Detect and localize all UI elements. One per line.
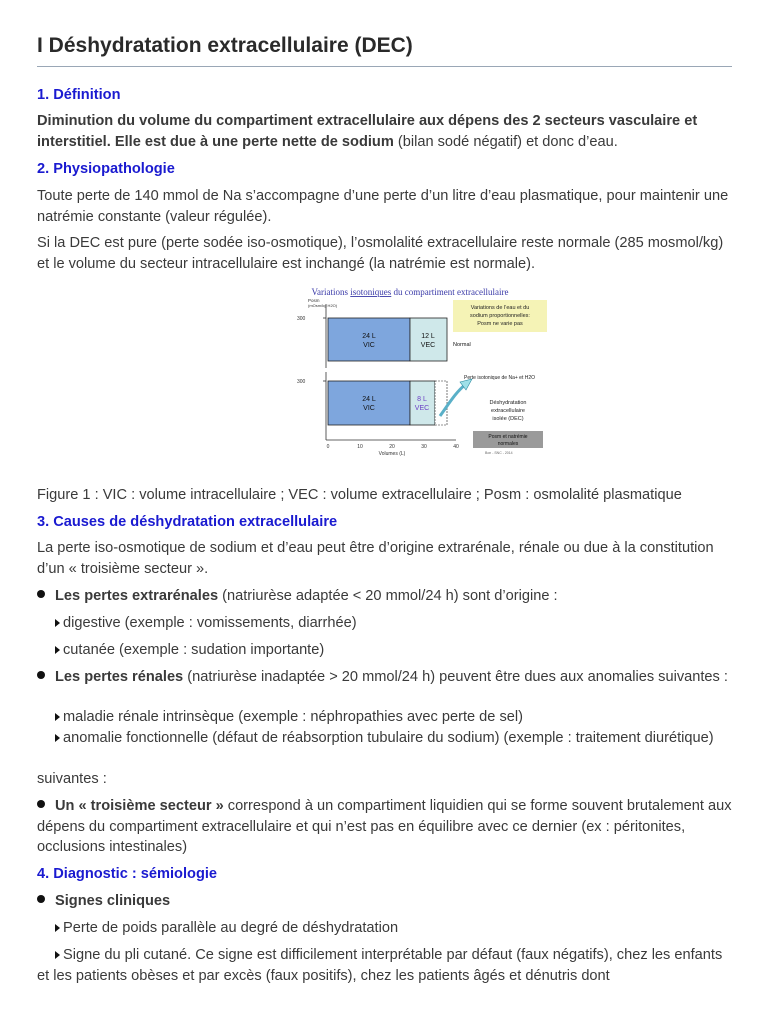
renal-item-fonctionnelle [37, 728, 737, 749]
extrarenal-item-digestive [55, 613, 755, 634]
renal-item-fonctionnelle-text: anomalie fonctionnelle (défaut de réabsorption tubulaire du sodium) (exemple : traitement diurétique) [63, 730, 714, 746]
bullet-extrarenal [37, 590, 45, 598]
arrow-bullet-icon [55, 734, 60, 742]
figure-title: Variations isotoniques du compartiment extracellulaire [311, 287, 509, 297]
bottom-vec-box [410, 381, 435, 425]
y-tick-top: 300 [297, 316, 306, 322]
bottom-vic-box [328, 381, 410, 425]
renal-item-intrinseque-text: maladie rénale intrinsèque (exemple : néphropathies avec perte de sel) [63, 709, 523, 725]
top-vec-label: VEC [420, 342, 436, 349]
signes-item-poids-text: Perte de poids parallèle au degré de déshydratation [63, 920, 399, 936]
y-axis-label-1: Posm [308, 298, 320, 303]
renal-bold: Les pertes rénales [55, 669, 184, 685]
bottom-vec-label: VEC [414, 405, 430, 412]
causes-intro: La perte iso-osmotique de sodium et d’eau peut être d’origine extrarénale, rénale ou due à la constitution d’un « troisième secteur ». [37, 540, 714, 577]
extrarenal-text: (natriurèse adaptée < 20 mmol/24 h) sont d’origine : [218, 588, 558, 604]
note-line-3: Posm ne varie pas [477, 321, 523, 327]
y-tick-bottom: 300 [297, 379, 306, 385]
arrow-bullet-icon [55, 924, 60, 932]
renal-text: (natriurèse inadaptée > 20 mmol/24 h) peuvent être dues aux anomalies suivantes : [183, 669, 728, 685]
extrarenal-item-cutanee-text: cutanée (exemple : sudation importante) [63, 642, 325, 658]
x-tick-20: 20 [389, 444, 395, 450]
section-heading-causes: 3. Causes de déshydratation extracellulaire [37, 514, 338, 530]
note-line-1: Variations de l’eau et du [470, 305, 530, 311]
signes-item-poids [55, 918, 755, 939]
signes-item-pli-cutane [37, 945, 737, 986]
section-heading-physiopathologie: 2. Physiopathologie [37, 161, 175, 177]
arrow-bullet-icon [55, 619, 60, 627]
x-tick-0: 0 [326, 444, 330, 450]
perte-label: Perte isotonique de Na+ et H2O [464, 375, 536, 381]
physio-paragraph-2: Si la DEC est pure (perte sodée iso-osmotique), l’osmolalité extracellulaire reste normale (285 mosmol/kg) et le volume du secteur intracellulaire est inchangé (la natrémie est normale). [37, 235, 724, 272]
troisieme-secteur-text: correspond à un compartiment liquidien qui se forme souvent brutalement aux dépens du compartiment extracellulaire et qui n’est pas en équilibre avec ce dernier (ex : péritonites, occlusions intestinales) [37, 798, 732, 855]
dec-line-3: isolée (DEC) [492, 416, 524, 422]
x-tick-30: 30 [421, 444, 427, 450]
definition-normal-text: (bilan sodé négatif) et donc d’eau. [393, 133, 618, 150]
renal-line [37, 667, 737, 688]
extrarenal-bold: Les pertes extrarénales [55, 588, 219, 604]
dec-line-2: extracellulaire [491, 408, 525, 414]
renal-item-intrinseque [55, 707, 755, 728]
lost-volume-box [435, 381, 447, 425]
extrarenal-item-cutanee [55, 640, 755, 661]
dec-line-1: Déshydratation [489, 400, 527, 406]
extrarenal-line [55, 586, 737, 607]
x-tick-40: 40 [453, 444, 459, 450]
definition-bold-text: Diminution du volume du compartiment extracellulaire aux dépens des 2 secteurs vasculaire et interstitiel. Elle est due à une perte nette de sodium [37, 113, 698, 150]
arrow-bullet-icon [55, 713, 60, 721]
troisieme-secteur-bold: Un « troisième secteur » [55, 798, 224, 814]
bottom-vic-volume: 24 L [362, 396, 376, 403]
signes-cliniques-heading: Signes cliniques [55, 893, 171, 909]
x-tick-10: 10 [357, 444, 363, 450]
y-axis-label-2: (mOsm/kg H2O) [308, 303, 338, 308]
bottom-vic-label: VIC [363, 405, 375, 412]
section-heading-diagnostic: 4. Diagnostic : sémiologie [37, 866, 218, 882]
x-axis-label: Volumes (L) [378, 451, 406, 456]
bullet-signes-cliniques [37, 895, 45, 903]
top-vic-volume: 24 L [362, 333, 376, 340]
top-vec-volume: 12 L [421, 333, 435, 340]
signes-item-pli-cutane-text: Signe du pli cutané. Ce signe est difficilement interprétable par défaut (faux négatifs), chez les enfants et les patients obèses et par excès (faux positifs), chez les patients âgés et dénutris dont [37, 947, 723, 984]
figure-caption: Figure 1 : VIC : volume intracellulaire ; VEC : volume extracellulaire ; Posm : osmolalité plasmatique [37, 487, 682, 503]
definition-paragraph [37, 111, 737, 152]
bottom-vec-volume: 8 L [417, 396, 427, 403]
compartment-figure [260, 284, 560, 456]
gray-note-line-2: normales [497, 441, 519, 447]
page-title: I Déshydratation extracellulaire (DEC) [37, 34, 732, 67]
normal-label: Normal [453, 342, 471, 348]
top-vic-label: VIC [363, 342, 375, 349]
arrow-bullet-icon [55, 951, 60, 959]
arrow-bullet-icon [55, 646, 60, 654]
gray-note-line-1: Posm et natrémie [488, 434, 528, 440]
physio-paragraph-1: Toute perte de 140 mmol de Na s’accompagne d’une perte d’un litre d’eau plasmatique, pour maintenir une natrémie constante (valeur régulée). [37, 188, 729, 225]
section-heading-definition: 1. Définition [37, 87, 121, 103]
renal-repeat-text: suivantes : [37, 771, 107, 787]
extrarenal-item-digestive-text: digestive (exemple : vomissements, diarrhée) [63, 615, 357, 631]
figure-credit: Bon - SNC - 2014 [485, 451, 513, 455]
note-line-2: sodium proportionnelles: [470, 313, 530, 319]
troisieme-secteur-paragraph [37, 796, 737, 858]
